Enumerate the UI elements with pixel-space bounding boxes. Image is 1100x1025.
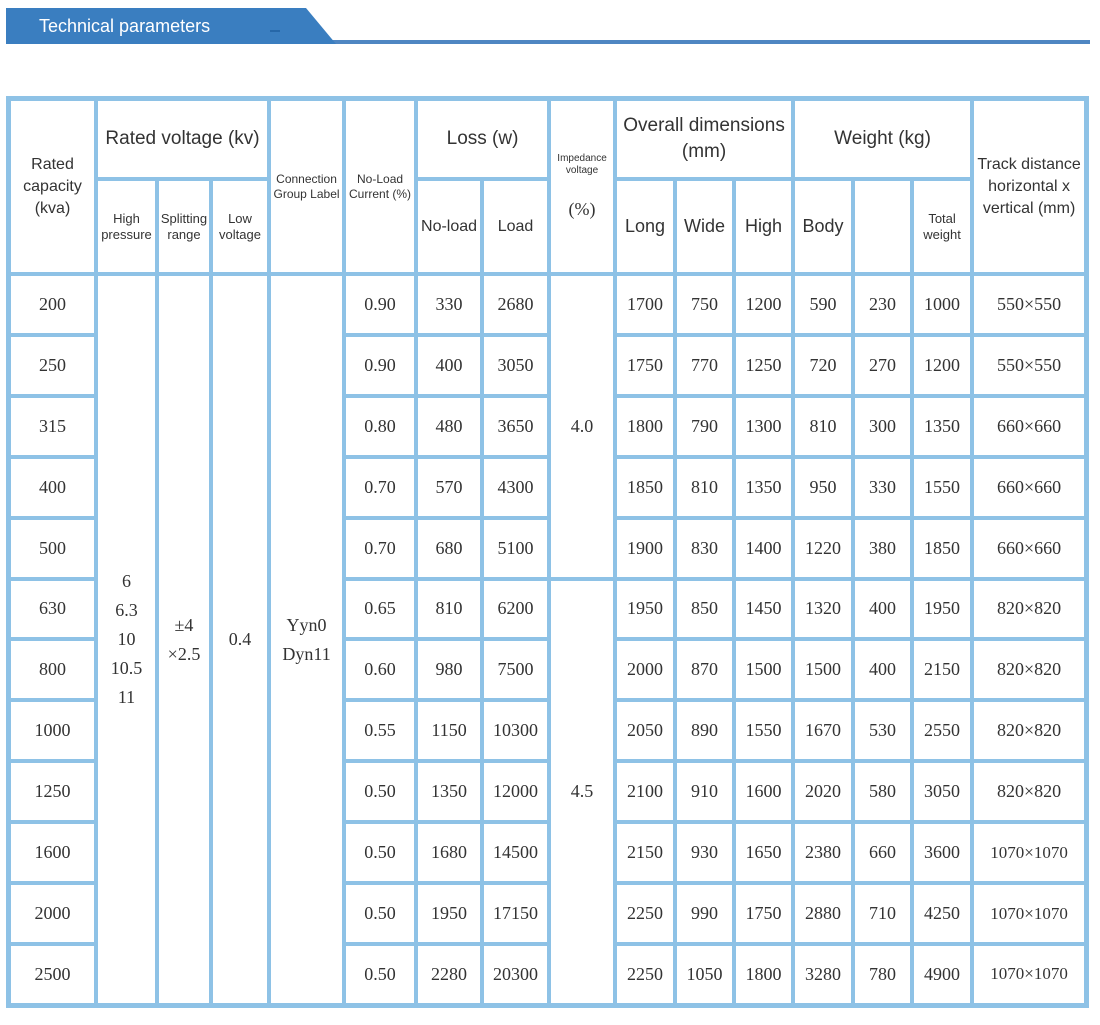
cell-current: 0.50 <box>344 822 416 883</box>
cell-current: 0.55 <box>344 700 416 761</box>
cell-body: 2380 <box>793 822 853 883</box>
cell-wide: 990 <box>675 883 734 944</box>
cell-weight-2: 780 <box>853 944 912 1005</box>
cell-total-weight: 4900 <box>912 944 972 1005</box>
cell-high: 1450 <box>734 579 793 640</box>
cell-weight-2: 710 <box>853 883 912 944</box>
cell-track: 660×660 <box>972 396 1086 457</box>
cell-track: 820×820 <box>972 700 1086 761</box>
header-weight-blank <box>853 179 912 274</box>
cell-long: 2250 <box>615 883 675 944</box>
cell-high: 1400 <box>734 518 793 579</box>
cell-loss-load: 12000 <box>482 761 549 822</box>
cell-current: 0.50 <box>344 883 416 944</box>
cell-track: 1070×1070 <box>972 944 1086 1005</box>
cell-loss-no-load: 1150 <box>416 700 482 761</box>
cell-weight-2: 380 <box>853 518 912 579</box>
cell-long: 1850 <box>615 457 675 518</box>
cell-wide: 910 <box>675 761 734 822</box>
cell-capacity: 2500 <box>9 944 96 1005</box>
cell-long: 1700 <box>615 274 675 335</box>
cell-loss-no-load: 2280 <box>416 944 482 1005</box>
cell-capacity: 315 <box>9 396 96 457</box>
cell-high: 1200 <box>734 274 793 335</box>
cell-loss-load: 10300 <box>482 700 549 761</box>
splitting-range-line: ±4 <box>174 614 194 635</box>
cell-track: 660×660 <box>972 457 1086 518</box>
cell-loss-load: 5100 <box>482 518 549 579</box>
cell-long: 2150 <box>615 822 675 883</box>
header-body: Body <box>793 179 853 274</box>
cell-weight-2: 580 <box>853 761 912 822</box>
cell-track: 820×820 <box>972 639 1086 700</box>
cell-high: 1750 <box>734 883 793 944</box>
cell-body: 950 <box>793 457 853 518</box>
cell-high: 1650 <box>734 822 793 883</box>
cell-track: 1070×1070 <box>972 883 1086 944</box>
cell-capacity: 250 <box>9 335 96 396</box>
cell-long: 2100 <box>615 761 675 822</box>
header-rated-capacity: Rated capacity (kva) <box>9 99 96 274</box>
impedance-unit: (%) <box>568 199 596 219</box>
cell-capacity: 630 <box>9 579 96 640</box>
header-high-pressure: High pressure <box>96 179 157 274</box>
banner-rule <box>306 40 1090 44</box>
connection-group-line: Dyn11 <box>282 643 331 664</box>
cell-track: 550×550 <box>972 335 1086 396</box>
cell-loss-no-load: 570 <box>416 457 482 518</box>
cell-loss-load: 3050 <box>482 335 549 396</box>
cell-capacity: 1250 <box>9 761 96 822</box>
cell-current: 0.70 <box>344 457 416 518</box>
header-splitting-range: Splitting range <box>157 179 211 274</box>
cell-total-weight: 1000 <box>912 274 972 335</box>
cell-wide: 810 <box>675 457 734 518</box>
header-track-distance: Track distance horizontal x vertical (mm) <box>972 99 1086 274</box>
cell-high: 1550 <box>734 700 793 761</box>
cell-weight-2: 230 <box>853 274 912 335</box>
cell-wide: 850 <box>675 579 734 640</box>
cell-body: 1220 <box>793 518 853 579</box>
cell-body: 1320 <box>793 579 853 640</box>
table-row <box>9 274 1086 335</box>
cell-splitting-range-merged <box>157 274 211 1005</box>
cell-long: 1950 <box>615 579 675 640</box>
cell-wide: 750 <box>675 274 734 335</box>
cell-loss-load: 17150 <box>482 883 549 944</box>
high-pressure-value: 6 <box>122 571 131 591</box>
cell-wide: 770 <box>675 335 734 396</box>
header-weight: Weight (kg) <box>793 99 972 179</box>
cell-capacity: 400 <box>9 457 96 518</box>
cell-high: 1300 <box>734 396 793 457</box>
cell-body: 1670 <box>793 700 853 761</box>
cell-capacity: 1000 <box>9 700 96 761</box>
header-loss-load: Load <box>482 179 549 274</box>
cell-current: 0.70 <box>344 518 416 579</box>
cell-loss-no-load: 1680 <box>416 822 482 883</box>
cell-current: 0.60 <box>344 639 416 700</box>
cell-weight-2: 270 <box>853 335 912 396</box>
cell-loss-no-load: 1350 <box>416 761 482 822</box>
cell-loss-load: 3650 <box>482 396 549 457</box>
header-wide: Wide <box>675 179 734 274</box>
cell-loss-no-load: 1950 <box>416 883 482 944</box>
header-long: Long <box>615 179 675 274</box>
header-loss-no-load: No-load <box>416 179 482 274</box>
cell-weight-2: 330 <box>853 457 912 518</box>
connection-group-line: Yyn0 <box>286 614 327 635</box>
high-pressure-value: 10 <box>117 629 136 649</box>
cell-current: 0.50 <box>344 944 416 1005</box>
cell-weight-2: 660 <box>853 822 912 883</box>
cell-total-weight: 3600 <box>912 822 972 883</box>
cell-track: 550×550 <box>972 274 1086 335</box>
cell-loss-load: 7500 <box>482 639 549 700</box>
cell-connection-group-merged <box>269 274 344 1005</box>
section-title: Technical parameters <box>39 16 211 36</box>
banner-accent-mark <box>270 30 280 32</box>
cell-current: 0.90 <box>344 335 416 396</box>
section-banner <box>6 8 1090 48</box>
cell-high: 1800 <box>734 944 793 1005</box>
cell-weight-2: 400 <box>853 639 912 700</box>
cell-high: 1250 <box>734 335 793 396</box>
cell-total-weight: 1550 <box>912 457 972 518</box>
header-rated-voltage: Rated voltage (kv) <box>96 99 269 179</box>
cell-current: 0.80 <box>344 396 416 457</box>
cell-total-weight: 1200 <box>912 335 972 396</box>
cell-wide: 870 <box>675 639 734 700</box>
cell-high: 1600 <box>734 761 793 822</box>
cell-body: 1500 <box>793 639 853 700</box>
cell-long: 1800 <box>615 396 675 457</box>
cell-track: 820×820 <box>972 761 1086 822</box>
header-total-weight: Total weight <box>912 179 972 274</box>
cell-capacity: 500 <box>9 518 96 579</box>
cell-long: 1900 <box>615 518 675 579</box>
cell-capacity: 1600 <box>9 822 96 883</box>
cell-impedance-merged: 4.5 <box>549 579 615 1005</box>
high-pressure-value: 11 <box>117 687 136 707</box>
technical-parameters-table <box>6 96 1089 1008</box>
cell-loss-load: 6200 <box>482 579 549 640</box>
header-overall-dimensions: Overall dimensions (mm) <box>615 99 793 179</box>
cell-body: 3280 <box>793 944 853 1005</box>
cell-total-weight: 2550 <box>912 700 972 761</box>
cell-loss-no-load: 680 <box>416 518 482 579</box>
cell-long: 1750 <box>615 335 675 396</box>
header-high: High <box>734 179 793 274</box>
cell-current: 0.50 <box>344 761 416 822</box>
cell-wide: 1050 <box>675 944 734 1005</box>
high-pressure-value: 10.5 <box>110 658 143 678</box>
cell-high-pressure-merged <box>96 274 157 1005</box>
cell-current: 0.65 <box>344 579 416 640</box>
cell-loss-load: 2680 <box>482 274 549 335</box>
cell-track: 660×660 <box>972 518 1086 579</box>
cell-loss-load: 4300 <box>482 457 549 518</box>
cell-total-weight: 1850 <box>912 518 972 579</box>
high-pressure-value: 6.3 <box>115 600 138 620</box>
cell-total-weight: 2150 <box>912 639 972 700</box>
header-connection-group: Connection Group Label <box>269 99 344 274</box>
cell-current: 0.90 <box>344 274 416 335</box>
cell-impedance-merged: 4.0 <box>549 274 615 579</box>
cell-wide: 890 <box>675 700 734 761</box>
cell-weight-2: 530 <box>853 700 912 761</box>
cell-weight-2: 300 <box>853 396 912 457</box>
header-loss: Loss (w) <box>416 99 549 179</box>
cell-weight-2: 400 <box>853 579 912 640</box>
cell-loss-no-load: 980 <box>416 639 482 700</box>
header-no-load-current: No-Load Current (%) <box>344 99 416 274</box>
cell-track: 820×820 <box>972 579 1086 640</box>
cell-track: 1070×1070 <box>972 822 1086 883</box>
cell-loss-no-load: 810 <box>416 579 482 640</box>
cell-low-voltage-merged: 0.4 <box>211 274 269 1005</box>
cell-total-weight: 4250 <box>912 883 972 944</box>
cell-high: 1500 <box>734 639 793 700</box>
cell-loss-no-load: 480 <box>416 396 482 457</box>
cell-wide: 930 <box>675 822 734 883</box>
cell-body: 2020 <box>793 761 853 822</box>
cell-loss-no-load: 330 <box>416 274 482 335</box>
cell-long: 2000 <box>615 639 675 700</box>
cell-body: 810 <box>793 396 853 457</box>
cell-wide: 830 <box>675 518 734 579</box>
header-low-voltage: Low voltage <box>211 179 269 274</box>
cell-capacity: 800 <box>9 639 96 700</box>
cell-body: 2880 <box>793 883 853 944</box>
cell-total-weight: 1950 <box>912 579 972 640</box>
cell-capacity: 2000 <box>9 883 96 944</box>
cell-body: 590 <box>793 274 853 335</box>
cell-loss-load: 20300 <box>482 944 549 1005</box>
impedance-label: Impedance voltage <box>557 153 607 176</box>
header-impedance-voltage <box>549 99 615 274</box>
cell-long: 2250 <box>615 944 675 1005</box>
cell-long: 2050 <box>615 700 675 761</box>
cell-capacity: 200 <box>9 274 96 335</box>
cell-loss-load: 14500 <box>482 822 549 883</box>
splitting-range-line: ×2.5 <box>167 643 201 664</box>
cell-high: 1350 <box>734 457 793 518</box>
cell-wide: 790 <box>675 396 734 457</box>
cell-total-weight: 1350 <box>912 396 972 457</box>
cell-loss-no-load: 400 <box>416 335 482 396</box>
cell-total-weight: 3050 <box>912 761 972 822</box>
cell-body: 720 <box>793 335 853 396</box>
